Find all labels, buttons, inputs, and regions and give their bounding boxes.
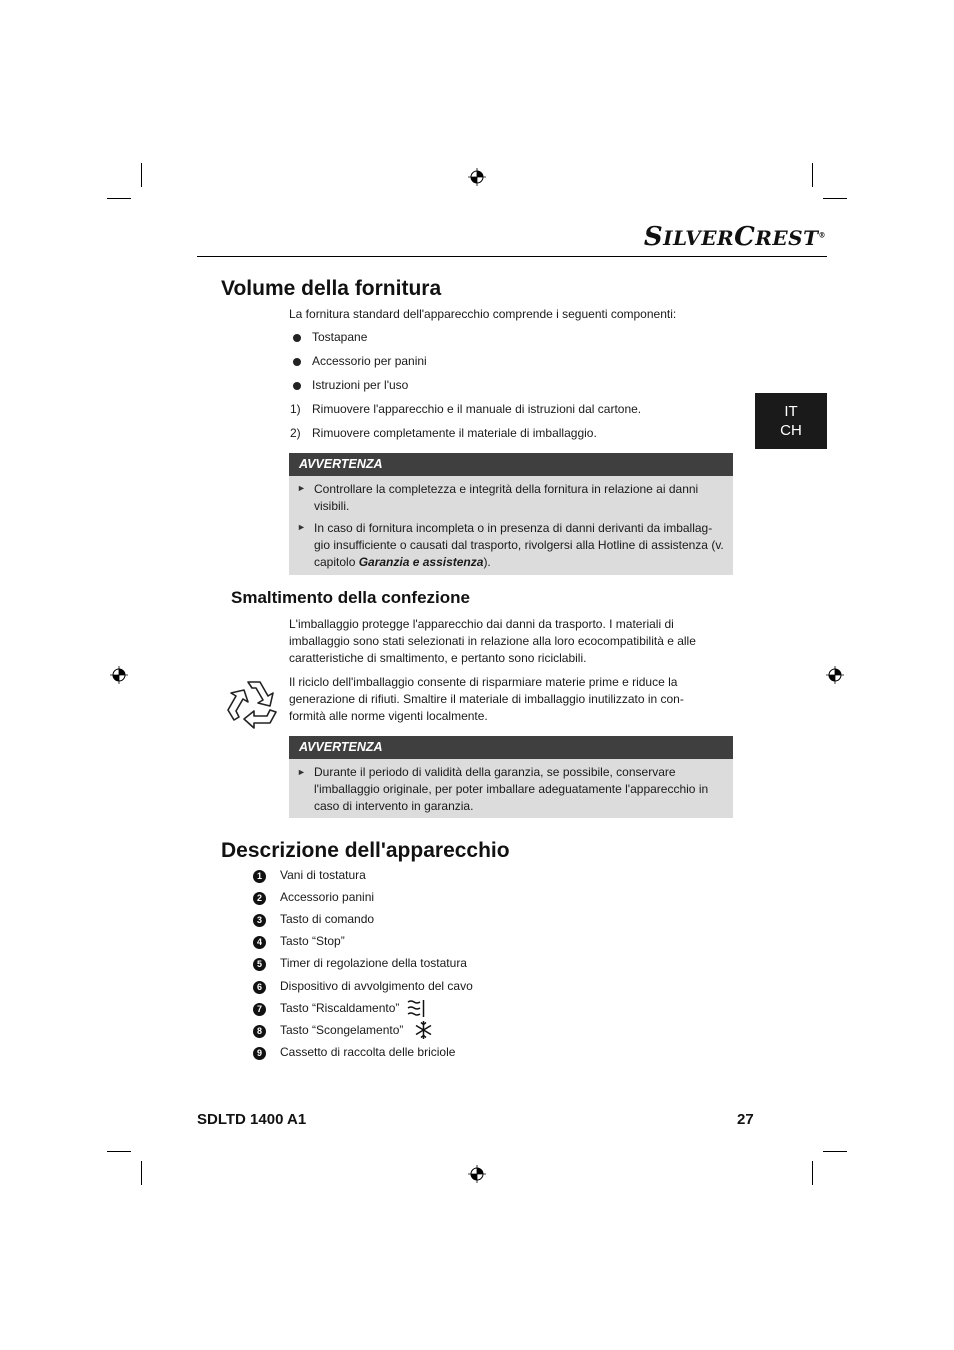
bullet-icon — [293, 334, 301, 342]
part-label: Tasto di comando — [280, 912, 375, 926]
bullet-icon — [293, 382, 301, 390]
step-number: 2) — [290, 426, 301, 440]
warning-item: In caso di fornitura incompleta o in presenza di danni derivanti da imballag-gio insufficiente o causati dal trasporto, rivolgersi alla Hotline di assistenza (v. capitolo Garanzia e assistenza). — [314, 521, 724, 569]
intro-text: La fornitura standard dell'apparecchio comprende i seguenti componenti: — [289, 307, 677, 321]
item-number-badge: 3 — [253, 914, 266, 927]
bullet-icon — [293, 358, 301, 366]
item-number-badge: 2 — [253, 892, 266, 905]
arrow-icon: ► — [297, 767, 306, 777]
arrow-icon: ► — [297, 483, 306, 493]
part-label: Vani di tostatura — [280, 868, 366, 882]
brand-logo: SILVERCREST® — [643, 222, 826, 252]
recycle-icon — [226, 676, 284, 732]
section-title-smaltimento: Smaltimento della confezione — [231, 588, 470, 607]
arrow-icon: ► — [297, 522, 306, 532]
list-item: Tostapane — [312, 330, 368, 344]
item-number-badge: 5 — [253, 958, 266, 971]
part-label: Dispositivo di avvolgimento del cavo — [280, 979, 473, 993]
item-number-badge: 6 — [253, 981, 266, 994]
paragraph: L'imballaggio protegge l'apparecchio dai danni da trasporto. I materiali di imballaggio sono stati selezionati in relazione alla loro ecocompatibilità e alle caratteristiche di smaltimento, e pertanto sono riciclabili. — [289, 617, 696, 665]
part-label: Tasto “Stop” — [280, 934, 345, 948]
crop-mark — [141, 1161, 142, 1185]
item-number-badge: 8 — [253, 1025, 266, 1038]
registration-mark-icon — [826, 666, 844, 684]
part-label: Tasto “Riscaldamento” — [280, 1001, 400, 1015]
item-number-badge: 7 — [253, 1003, 266, 1016]
warning-heading: AVVERTENZA — [289, 736, 733, 759]
paragraph: Il riciclo dell'imballaggio consente di risparmiare materie prime e riduce la generazione di rifiuti. Smaltire il materiale di imballaggio inutilizzato in con-formità alle norme vigenti localmente. — [289, 675, 684, 723]
crop-mark — [823, 198, 847, 199]
step-text: Rimuovere l'apparecchio e il manuale di istruzioni dal cartone. — [312, 402, 642, 416]
part-label: Timer di regolazione della tostatura — [280, 956, 467, 970]
header-rule — [197, 256, 827, 257]
list-item: Istruzioni per l'uso — [312, 378, 409, 392]
language-tab — [755, 393, 827, 449]
item-number-badge: 9 — [253, 1047, 266, 1060]
step-text: Rimuovere completamente il materiale di imballaggio. — [312, 426, 597, 440]
registration-mark-icon — [468, 1165, 486, 1183]
item-number-badge: 1 — [253, 870, 266, 883]
crop-mark — [141, 163, 142, 187]
language-code-it: IT — [784, 403, 798, 420]
registration-mark-icon — [110, 666, 128, 684]
registration-mark-icon — [468, 168, 486, 186]
model-number: SDLTD 1400 A1 — [197, 1111, 307, 1128]
section-title-fornitura: Volume della fornitura — [221, 277, 442, 300]
crop-mark — [107, 1151, 131, 1152]
warning-item: Controllare la completezza e integrità della fornitura in relazione ai danni visibili. — [314, 482, 699, 513]
crop-mark — [812, 163, 813, 187]
warning-item: Durante il periodo di validità della garanzia, se possibile, conservare l'imballaggio originale, per poter imballare adeguatamente l'apparecchio in caso di intervento in garanzia. — [314, 765, 709, 813]
list-item: Accessorio per panini — [312, 354, 427, 368]
page-number: 27 — [737, 1111, 754, 1128]
item-number-badge: 4 — [253, 936, 266, 949]
part-label: Tasto “Scongelamento” — [280, 1023, 404, 1037]
step-number: 1) — [290, 402, 301, 416]
language-code-ch: CH — [780, 422, 802, 439]
crop-mark — [823, 1151, 847, 1152]
part-label: Accessorio panini — [280, 890, 375, 904]
warning-heading: AVVERTENZA — [289, 453, 733, 476]
warning-box — [289, 759, 733, 818]
crop-mark — [812, 1161, 813, 1185]
section-title-descrizione: Descrizione dell'apparecchio — [221, 839, 510, 862]
defrost-snowflake-icon — [414, 1020, 433, 1040]
warning-box — [289, 476, 733, 575]
part-label: Cassetto di raccolta delle briciole — [280, 1045, 456, 1059]
crop-mark — [107, 198, 131, 199]
reheat-icon — [406, 999, 426, 1018]
